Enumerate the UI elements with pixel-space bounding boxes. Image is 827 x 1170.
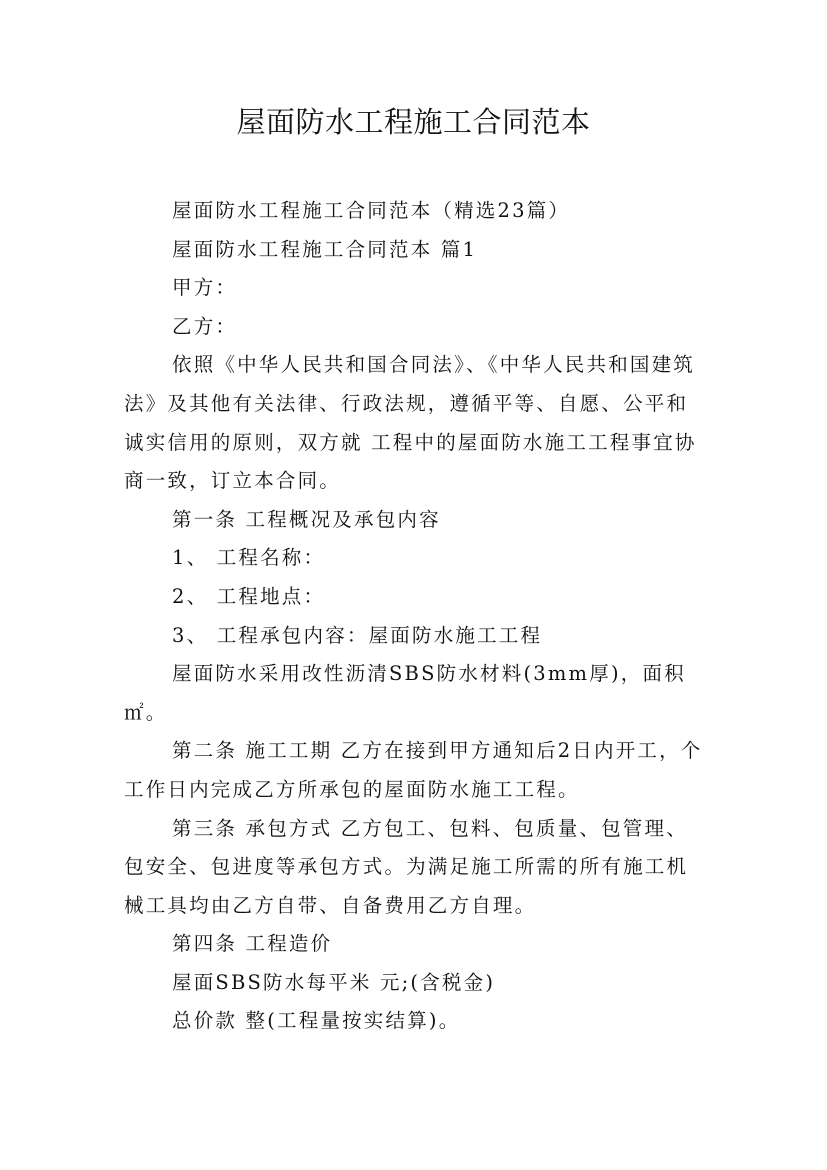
paragraph-party-b: 乙方： (172, 314, 238, 338)
paragraph-material: 屋面防水采用改性沥清SBS防水材料(3mm厚)，面积 ㎡。 (124, 662, 695, 724)
paragraph-article-1: 第一条 工程概况及承包内容 (172, 507, 441, 531)
paragraph-item-2: 2、 工程地点： (172, 584, 326, 608)
paragraph-item-3: 3、 工程承包内容：屋面防水施工工程 (172, 623, 543, 647)
paragraph-unit-price: 屋面SBS防水每平米 元;(含税金) (172, 970, 496, 994)
paragraph-section-heading: 屋面防水工程施工合同范本 篇1 (172, 237, 478, 261)
paragraph-article-2: 第二条 施工工期 乙方在接到甲方通知后2日内开工，个工作日内完成乙方所承包的屋面防水施工工程。 (124, 739, 703, 801)
paragraph-preamble: 依照《中华人民共和国合同法》、《中华人民共和国建筑法》及其他有关法律、行政法规，遵循平等、自愿、公平和诚实信用的原则，双方就 工程中的屋面防水施工工程事宜协商一致，订立本合同。 (124, 353, 697, 493)
paragraph-article-4: 第四条 工程造价 (172, 932, 333, 956)
paragraph-party-a: 甲方： (172, 276, 238, 300)
paragraph-total-price: 总价款 整(工程量按实结算)。 (172, 1009, 461, 1033)
document-title: 屋面防水工程施工合同范本 (236, 105, 591, 139)
paragraph-item-1: 1、 工程名称： (172, 546, 326, 570)
document-body (124, 192, 704, 1041)
paragraph-subtitle: 屋面防水工程施工合同范本（精选23篇） (172, 199, 571, 222)
paragraph-article-3: 第三条 承包方式 乙方包工、包料、包质量、包管理、包安全、包进度等承包方式。为满足施工所需的所有施工机械工具均由乙方自带、自备费用乙方自理。 (124, 816, 689, 917)
